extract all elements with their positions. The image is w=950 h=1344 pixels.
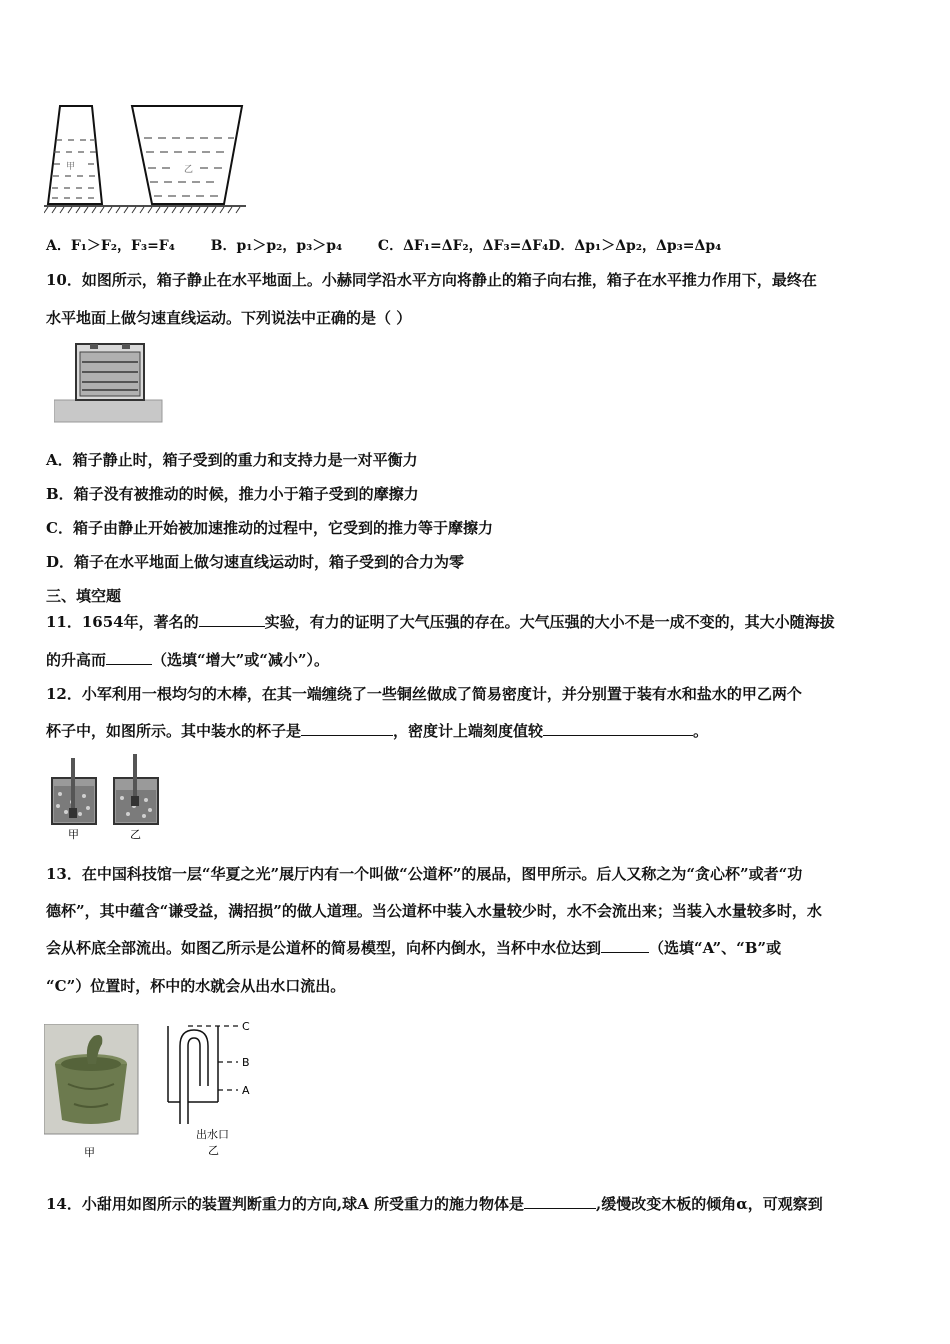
q13-level-a: A [242, 1084, 250, 1097]
q9-containers-figure [44, 100, 250, 216]
q12-line2-mid: ，密度计上端刻度值较 [393, 722, 544, 740]
q13-outlet-label: 出水口 [196, 1128, 229, 1141]
q11-line1-post: 实验，有力的证明了大气压强的存在。大气压强的大小不是一成不变的，其大小随海拔 [264, 613, 835, 631]
q13-label-yi: 乙 [208, 1144, 219, 1157]
q12-label-yi: 乙 [130, 828, 141, 841]
q11-line1 [46, 612, 835, 632]
q13-line4: “C”）位置时，杯中的水就会从出水口流出。 [46, 977, 346, 995]
q9-label-right: 乙 [184, 165, 194, 175]
q9-option-c: C．ΔF₁=ΔF₂，ΔF₃=ΔF₄ [377, 238, 549, 254]
q13-line3 [46, 938, 781, 958]
q9-option-a: A．F₁＞F₂，F₃=F₄ [46, 238, 175, 254]
q12-label-jia: 甲 [68, 828, 79, 841]
q10-stem-line1: 10．如图所示，箱子静止在水平地面上。小赫同学沿水平方向将静止的箱子向右推，箱子在水平推力作用下，最终在 [46, 271, 817, 289]
q14-line1-pre: 14．小甜用如图所示的装置判断重力的方向,球A 所受重力的施力物体是 [46, 1195, 524, 1213]
q9-label-left: 甲 [66, 162, 76, 172]
q9-option-b: B．p₁＞p₂，p₃＞p₄ [210, 238, 343, 254]
q11-line1-pre: 11．1654年，著名的 [46, 613, 199, 631]
q12-blank-1[interactable] [301, 721, 393, 736]
q11-line2-pre: 的升高而 [46, 651, 107, 669]
q13-line1: 13．在中国科技馆一层“华夏之光”展厅内有一个叫做“公道杯”的展品，图甲所示。后人又称之为“贪心杯”或者“功 [46, 865, 803, 883]
q13-blank[interactable] [601, 938, 649, 953]
q11-blank-2[interactable] [106, 650, 152, 665]
q14-blank[interactable] [524, 1194, 596, 1209]
q12-line2 [46, 721, 708, 741]
q12-line2-pre: 杯子中，如图所示。其中装水的杯子是 [46, 722, 302, 740]
q14-line1-post: ,缓慢改变木板的倾角α，可观察到 [595, 1195, 823, 1213]
q13-level-c: C [242, 1020, 250, 1033]
q10-option-b: B．箱子没有被推动的时候，推力小于箱子受到的摩擦力 [46, 485, 419, 503]
q12-line1: 12．小军利用一根均匀的木棒，在其一端缠绕了一些铜丝做成了简易密度计，并分别置于装有水和盐水的甲乙两个 [46, 685, 802, 703]
section-heading: 三、填空题 [46, 587, 122, 605]
q9-option-d: D．Δp₁＞Δp₂，Δp₃=Δp₄ [548, 238, 722, 254]
q13-line3-post: （选填“A”、“B”或 [649, 939, 782, 957]
q14-line1 [46, 1194, 823, 1214]
q10-option-d: D．箱子在水平地面上做匀速直线运动时，箱子受到的合力为零 [46, 553, 465, 571]
q10-stem-line2: 水平地面上做匀速直线运动。下列说法中正确的是（ ） [46, 309, 412, 327]
q12-hydrometer-figure [48, 752, 168, 844]
q13-line2: 德杯”，其中蕴含“谦受益，满招损”的做人道理。当公道杯中装入水量较少时，水不会流出来；当装入水量较多时，水 [46, 902, 822, 920]
q13-line3-pre: 会从杯底全部流出。如图乙所示是公道杯的简易模型，向杯内倒水，当杯中水位达到 [46, 939, 602, 957]
q10-box-figure [54, 342, 164, 424]
q11-blank-1[interactable] [199, 612, 265, 627]
q11-line2 [46, 650, 329, 670]
q11-line2-post: （选填“增大”或“减小”）。 [152, 651, 330, 669]
q10-option-c: C．箱子由静止开始被加速推动的过程中，它受到的推力等于摩擦力 [46, 519, 493, 537]
q9-options [46, 236, 721, 256]
q12-blank-2[interactable] [543, 721, 693, 736]
q13-cup-photo [44, 1024, 140, 1164]
q10-option-a: A．箱子静止时，箱子受到的重力和支持力是一对平衡力 [46, 451, 418, 469]
q13-label-jia: 甲 [84, 1146, 95, 1159]
q13-level-b: B [242, 1056, 250, 1069]
q12-line2-end: 。 [693, 722, 709, 740]
q13-cup-schematic [160, 1016, 270, 1162]
